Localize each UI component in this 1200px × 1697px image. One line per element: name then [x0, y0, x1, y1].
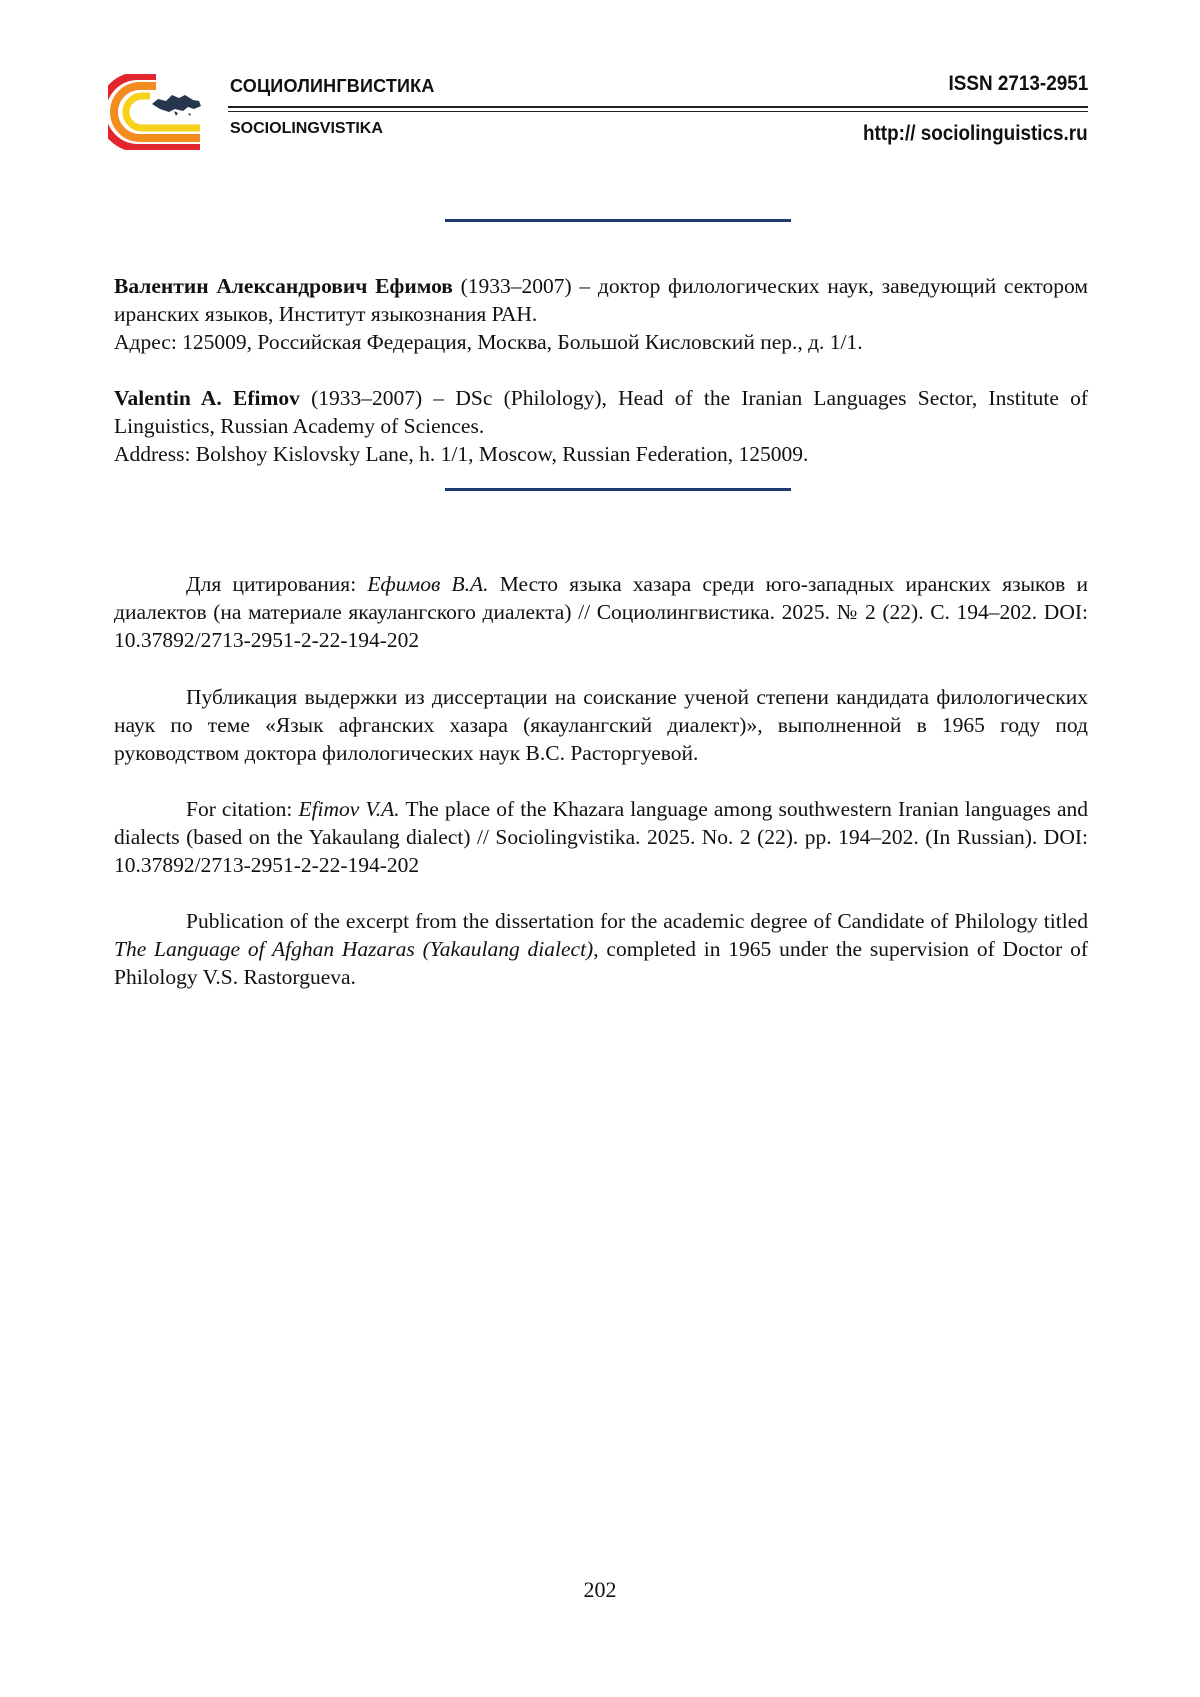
journal-title-en: SOCIOLINGVISTIKA — [230, 120, 383, 137]
journal-title-ru: СОЦИОЛИНГВИСТИКА — [230, 76, 435, 96]
header-rule — [228, 106, 1088, 108]
page-number: 202 — [583, 1577, 617, 1602]
author-details-ru: (1933–2007) – доктор филологических наук, заведующий сектором иранских языков, Институт языкознания РАН. — [114, 274, 1088, 326]
citation-ru — [114, 570, 1088, 654]
publication-title-en: The Language of Afghan Hazaras (Yakaulang dialect) — [114, 937, 594, 961]
citation-lead-en: For citation: — [186, 797, 299, 821]
citation-text-ru: Место языка хазара среди юго-западных иранских языков и диалектов (на материале якаулангского диалекта) // Социолингвистика. 2025. № 2 (22). С. 194–202. DOI: 10.37892/2713-2951-2-22-194-202 — [114, 572, 1088, 652]
citation-lead-ru: Для цитирования: — [186, 572, 368, 596]
journal-url[interactable]: http:// sociolinguistics.ru — [863, 122, 1088, 145]
header-rule-thin — [228, 111, 1088, 112]
publication-note-en — [114, 907, 1088, 991]
author-details-en: (1933–2007) – DSc (Philology), Head of the Iranian Languages Sector, Institute of Linguistics, Russian Academy of Sciences. — [114, 386, 1089, 438]
page-header — [0, 0, 1200, 160]
publication-note-ru: Публикация выдержки из диссертации на соискание ученой степени кандидата филологических наук по теме «Язык афганских хазара (якаулангский диалект)», выполненной в 1965 году под руководством доктора филологических наук В.С. Расторгуевой. — [114, 685, 1088, 765]
author-info-en — [114, 384, 1088, 468]
citation-author-ru: Ефимов В.А. — [367, 572, 489, 596]
author-paragraph-ru — [114, 272, 1088, 328]
citation-author-en: Efimov V.A. — [298, 797, 400, 821]
author-name-ru: Валентин Александрович Ефимов — [114, 274, 453, 298]
journal-logo-icon — [108, 74, 212, 150]
author-address-en: Address: Bolshoy Kislovsky Lane, h. 1/1, Moscow, Russian Federation, 125009. — [114, 442, 809, 466]
author-name-en: Valentin A. Efimov — [114, 386, 300, 410]
author-paragraph-en — [114, 384, 1088, 440]
section-divider-bottom — [445, 488, 791, 491]
author-address-ru: Адрес: 125009, Российская Федерация, Москва, Большой Кисловский пер., д. 1/1. — [114, 330, 863, 354]
citation-text-en: The place of the Khazara language among southwestern Iranian languages and dialects (based on the Yakaulang dialect) // Sociolingvistika. 2025. No. 2 (22). pp. 194–202. (In Russian). DOI: 10.37892/2713-2951-2-22-194-202 — [114, 797, 1088, 877]
publication-text-en: , completed in 1965 under the supervision of Doctor of Philology V.S. Rastorgueva. — [114, 937, 1088, 989]
section-divider-top — [445, 219, 791, 222]
publication-lead-en: Publication of the excerpt from the dissertation for the academic degree of Candidate of Philology titled — [186, 909, 1088, 933]
citation-en — [114, 795, 1088, 879]
author-info-ru — [114, 272, 1088, 356]
issn-label: ISSN 2713-2951 — [948, 72, 1088, 95]
